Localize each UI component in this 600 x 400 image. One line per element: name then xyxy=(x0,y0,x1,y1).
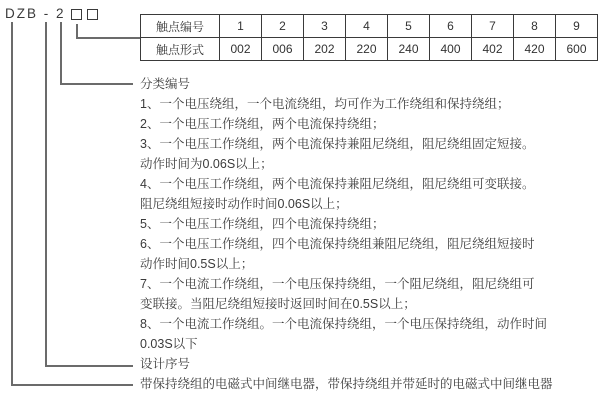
leader-line-relay-type-horizontal xyxy=(11,384,133,386)
model-digit-box-1 xyxy=(71,9,82,20)
contact-number-header: 触点编号 xyxy=(141,15,220,38)
classification-item-line: 1、一个电压绕组，一个电流绕组，均可作为工作绕组和保持绕组； xyxy=(140,97,510,111)
classification-item-line: 动作时间为0.06S以上； xyxy=(140,157,273,171)
contact-number-cell: 7 xyxy=(472,15,514,38)
classification-item-line: 5、一个电压工作绕组，四个电流保持绕组； xyxy=(140,217,385,231)
classification-item-line: 变联接。当阻尼绕组短接时返回时间在0.5S以上； xyxy=(140,297,416,311)
classification-item-line: 0.03S以下 xyxy=(140,337,198,351)
contact-form-table xyxy=(140,14,598,61)
explanation-text-column xyxy=(140,74,553,394)
contact-form-cell: 240 xyxy=(388,38,430,61)
classification-item-line: 3、一个电压工作绕组，两个电流保持兼阻尼绕组，阻尼绕组固定短接。 xyxy=(140,137,535,151)
contact-form-cell: 002 xyxy=(220,38,262,61)
contact-number-cell: 9 xyxy=(556,15,598,38)
contact-number-cell: 4 xyxy=(346,15,388,38)
contact-number-cell: 6 xyxy=(430,15,472,38)
leader-line-contact-table-vertical xyxy=(76,24,78,38)
contact-number-cell: 5 xyxy=(388,15,430,38)
leader-line-classification-horizontal xyxy=(60,83,133,85)
design-serial-label: 设计序号 xyxy=(140,357,191,371)
contact-number-cell: 1 xyxy=(220,15,262,38)
relay-type-label: 带保持绕组的电磁式中间继电器，带保持绕组并带延时的电磁式中间继电器 xyxy=(140,377,553,391)
contact-number-cell: 2 xyxy=(262,15,304,38)
model-digit-box-2 xyxy=(87,9,98,20)
contact-number-cell: 8 xyxy=(514,15,556,38)
classification-label: 分类编号 xyxy=(140,77,191,91)
leader-line-classification-vertical xyxy=(60,22,62,84)
leader-line-relay-type-vertical xyxy=(11,22,13,385)
contact-form-cell: 400 xyxy=(430,38,472,61)
classification-item-line: 4、一个电压工作绕组，两个电流保持兼阻尼绕组，阻尼绕组可变联接。 xyxy=(140,177,535,191)
contact-number-row xyxy=(141,15,598,38)
model-code xyxy=(5,4,98,22)
leader-line-design-serial-vertical xyxy=(45,22,47,366)
classification-item-line: 6、一个电压工作绕组，四个电流保持绕组兼阻尼绕组，阻尼绕组短接时 xyxy=(140,237,535,251)
contact-form-cell: 202 xyxy=(304,38,346,61)
classification-item-line: 7、一个电流工作绕组，一个电压保持绕组，一个阻尼绕组，阻尼绕组可 xyxy=(140,277,535,291)
contact-form-header: 触点形式 xyxy=(141,38,220,61)
contact-form-cell: 006 xyxy=(262,38,304,61)
contact-number-cell: 3 xyxy=(304,15,346,38)
classification-item-line: 8、一个电流工作绕组。一个电流保持绕组，一个电压保持绕组，动作时间 xyxy=(140,317,547,331)
contact-form-cell: 220 xyxy=(346,38,388,61)
contact-form-cell: 600 xyxy=(556,38,598,61)
model-code-text: DZB - 2 xyxy=(5,5,66,21)
contact-form-row xyxy=(141,38,598,61)
leader-line-design-serial-horizontal xyxy=(45,365,133,367)
classification-item-line: 动作时间0.5S以上； xyxy=(140,257,254,271)
leader-line-contact-table-horizontal xyxy=(76,37,141,39)
classification-item-line: 阻尼绕组短接时动作时间0.06S以上； xyxy=(140,197,348,211)
classification-item-line: 2、一个电压工作绕组，两个电流保持绕组； xyxy=(140,117,385,131)
contact-form-cell: 402 xyxy=(472,38,514,61)
contact-form-cell: 420 xyxy=(514,38,556,61)
